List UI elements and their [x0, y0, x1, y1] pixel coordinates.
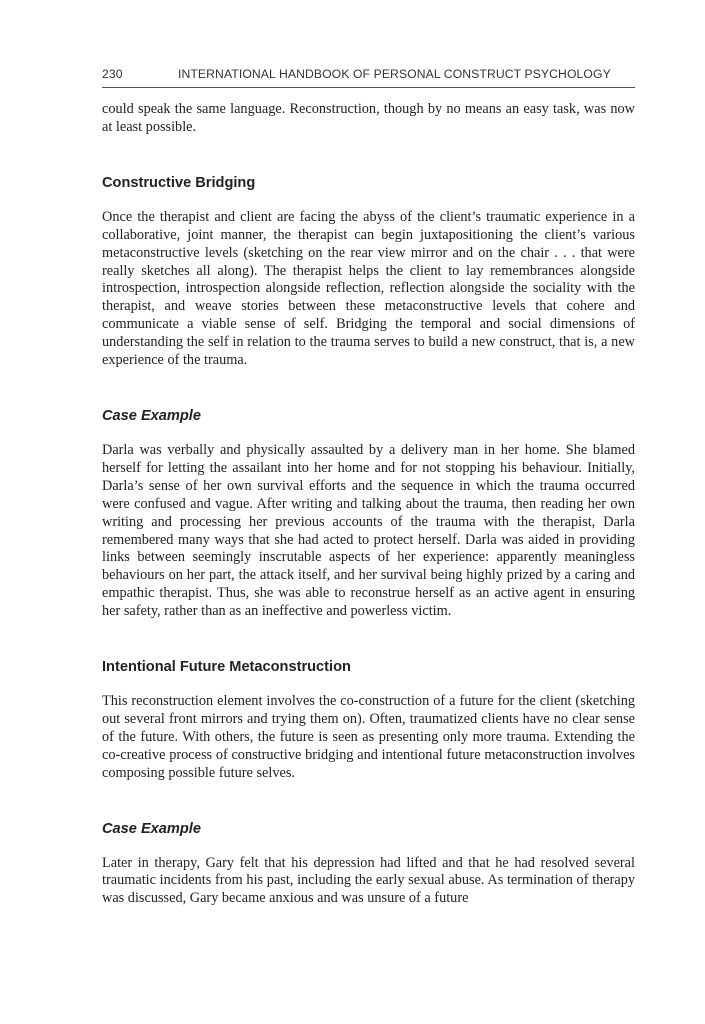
section-heading-case-example-gary: Case Example — [102, 820, 201, 837]
running-header — [102, 66, 635, 88]
section-heading-constructive-bridging: Constructive Bridging — [102, 174, 256, 191]
paragraph-constructive-bridging: Once the therapist and client are facing the abyss of the client’s traumatic experience in a collaborative, joint manner, the therapist can begin juxtapositioning the client’s various metaconstructive levels (sketching on the rear view mirror and on the chair . . . that were really sketches all along). The therapist helps the client to lay remembrances alongside introspection, introspection alongside reflection, reflection alongside the sociality with the therapist, and weave stories between these metaconstructive levels that cohere and communicate a viable sense of self. Bridging the temporal and social dimensions of understanding the self in relation to the trauma serves to build a new construct, that is, a new experience of the trauma. — [102, 208, 635, 369]
book-page — [102, 66, 635, 908]
paragraph-case-example-darla: Darla was verbally and physically assaulted by a delivery man in her home. She blamed herself for letting the assailant into her home and for not stopping his behaviour. Initially, Darla’s sense of her own survival efforts and the sequence in which the trauma occurred were confused and vague. After writing and talking about the trauma, then reading her own writing and processing her previous accounts of the trauma with the therapist, Darla remembered many ways that she had acted to protect herself. Darla was aided in providing links between seemingly inscrutable aspects of her experience: apparently meaningless behaviours on her part, the attack itself, and her survival being highly prized by a caring and empathic therapist. Thus, she was able to reconstrue herself as an active agent in ensuring her safety, rather than as an ineffective and powerless victim. — [102, 441, 635, 620]
paragraph-case-example-gary: Later in therapy, Gary felt that his depression had lifted and that he had resolved several traumatic incidents from his past, including the early sexual abuse. As termination of therapy was discussed, Gary became anxious and was unsure of a future — [102, 854, 635, 907]
intro-paragraph: could speak the same language. Reconstruction, though by no means an easy task, was now at least possible. — [102, 101, 635, 135]
running-title: INTERNATIONAL HANDBOOK OF PERSONAL CONSTRUCT PSYCHOLOGY — [178, 67, 611, 81]
paragraph-intentional-future: This reconstruction element involves the co-construction of a future for the client (sketching out several front mirrors and trying them on). Often, traumatized clients have no clear sense of the future. With others, the future is seen as presenting only more trauma. Extending the co-creative process of constructive bridging and intentional future metaconstruction involves composing possible future selves. — [102, 693, 635, 781]
page-number: 230 — [102, 67, 123, 81]
section-heading-intentional-future: Intentional Future Metaconstruction — [102, 659, 351, 676]
section-heading-case-example-darla: Case Example — [102, 407, 201, 424]
